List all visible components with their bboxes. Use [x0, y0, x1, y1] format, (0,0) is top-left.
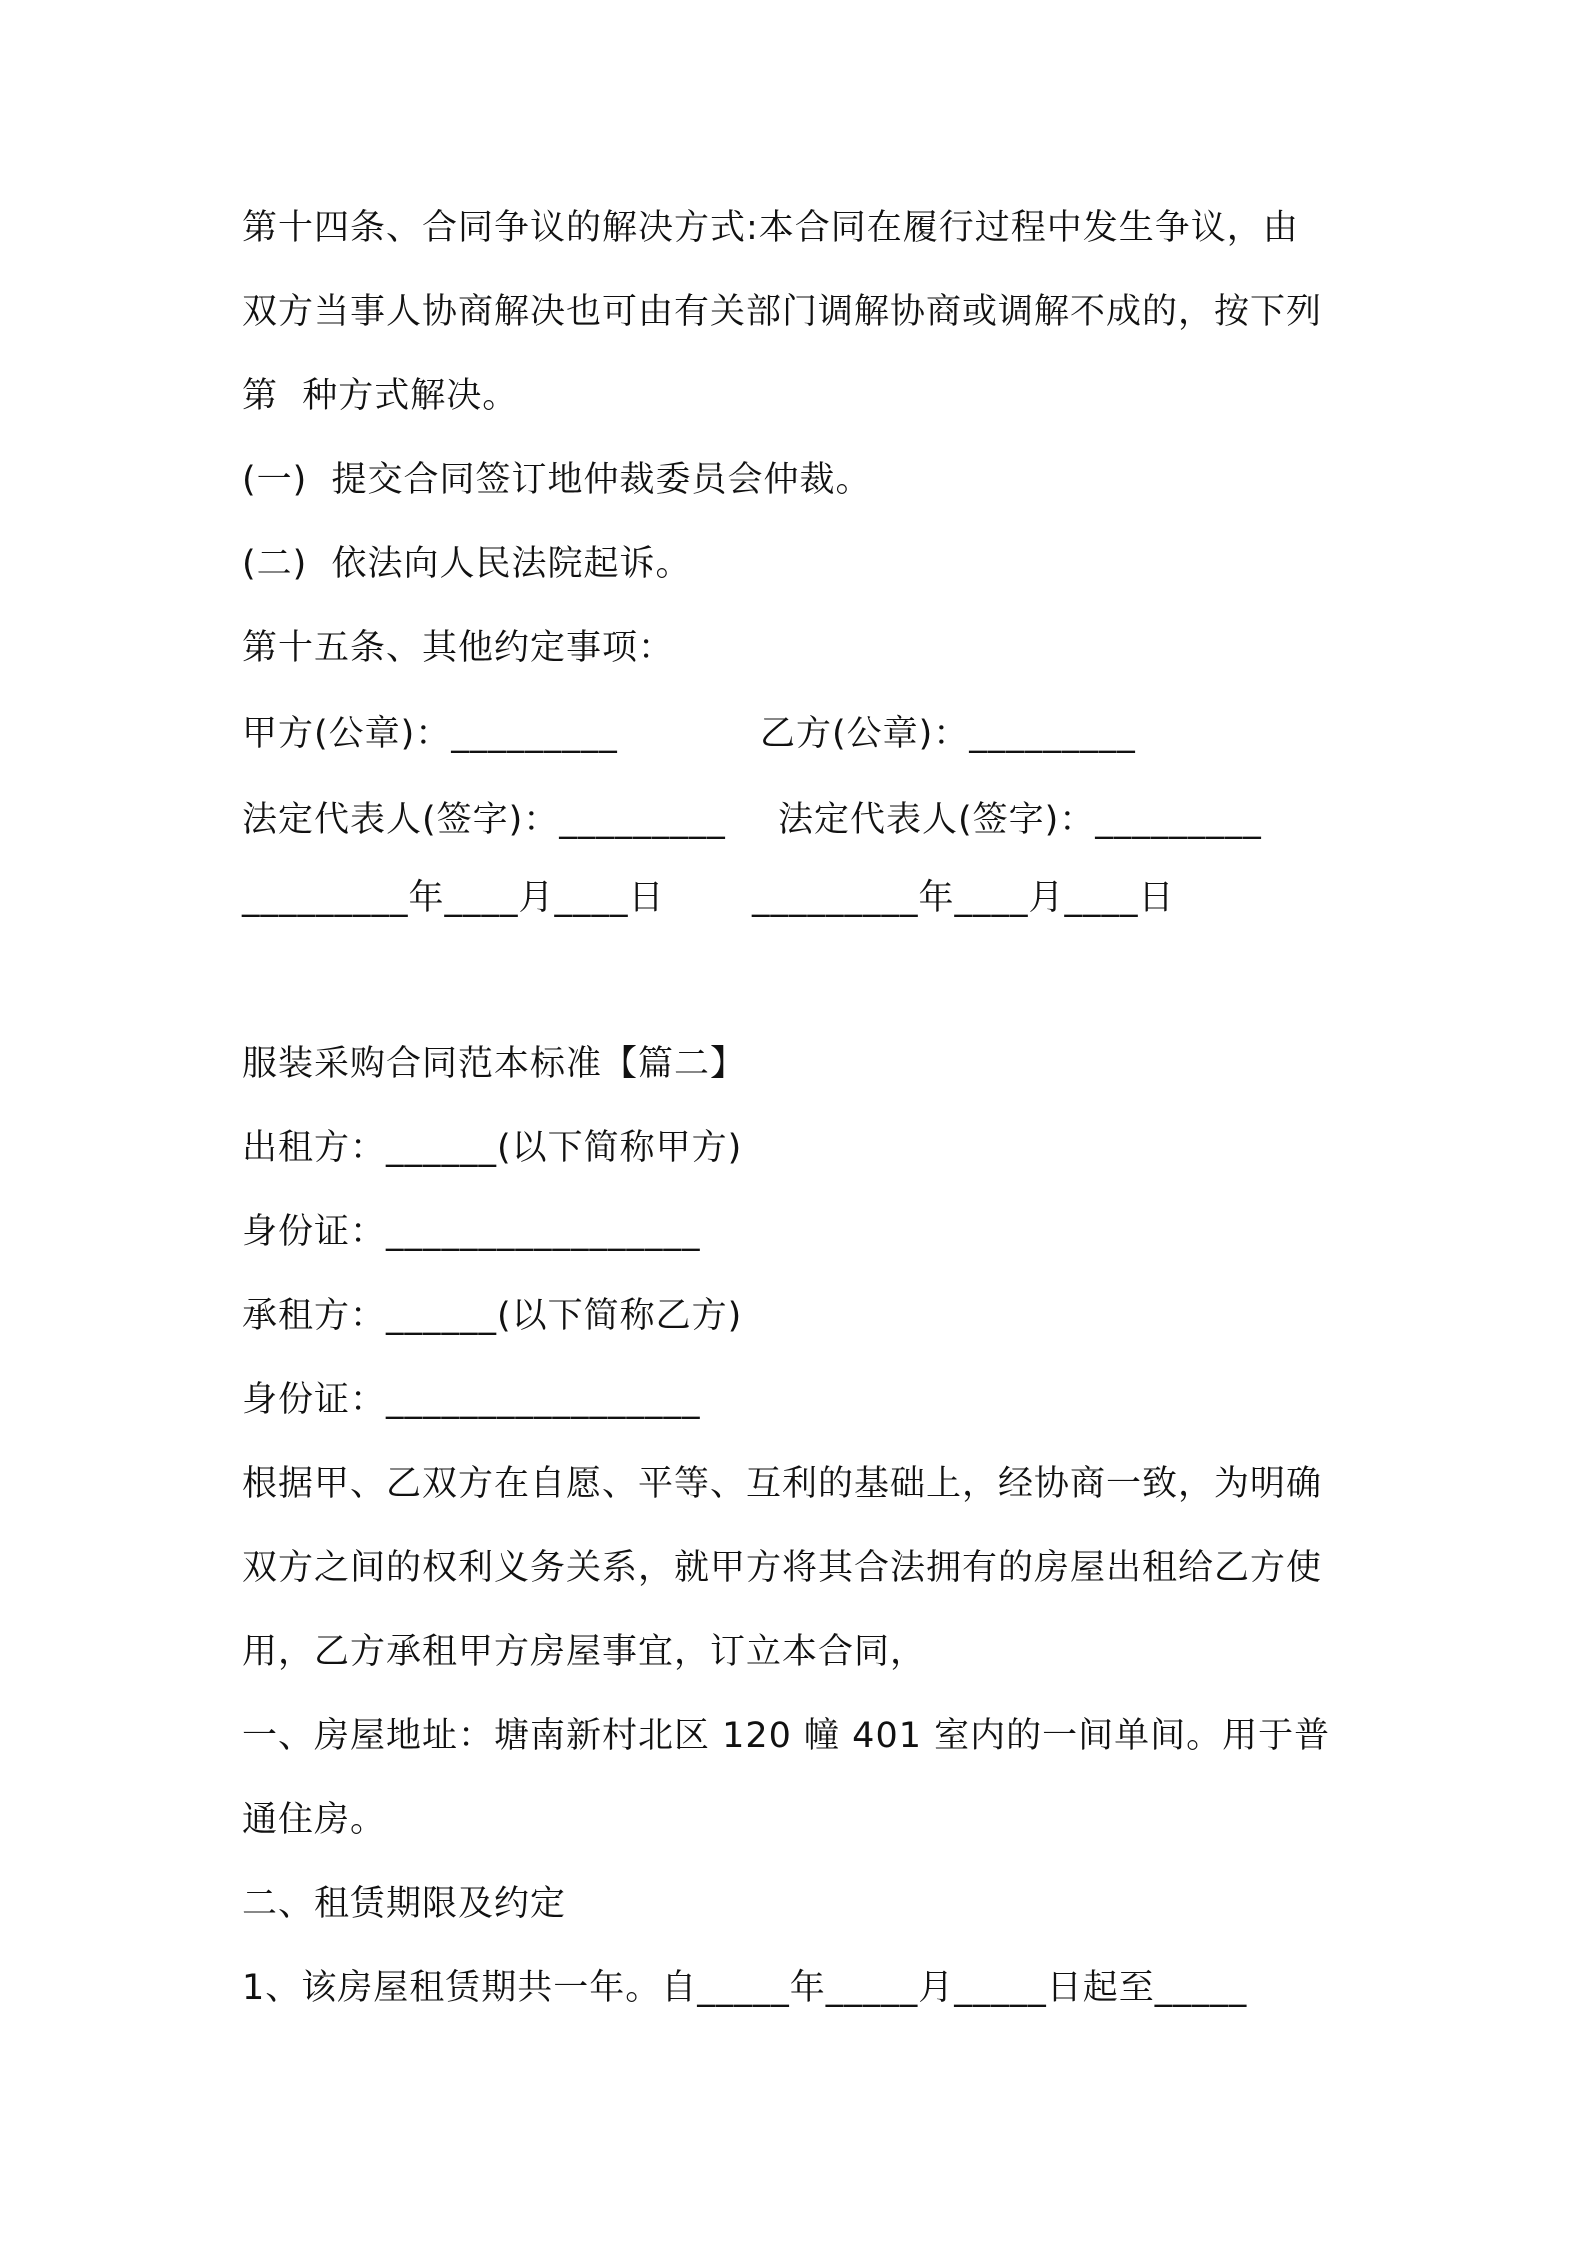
article-14-line-3: 第 种方式解决。	[242, 376, 519, 416]
legal-rep-a: 法定代表人(签字)：_________	[242, 800, 726, 840]
legal-rep-b: 法定代表人(签字)：_________	[778, 800, 1262, 840]
clause-1-line-1: 一、房屋地址：塘南新村北区 120 幢 401 室内的一间单间。用于普	[242, 1716, 1331, 1756]
party-b-seal: 乙方(公章)：_________	[760, 714, 1136, 754]
date-a: _________年____月____日	[242, 878, 665, 918]
option-2: (二) 依法向人民法院起诉。	[242, 544, 692, 584]
clause-1-line-2: 通住房。	[242, 1800, 387, 1840]
party-a-seal: 甲方(公章)：_________	[242, 714, 618, 754]
preamble-line-3: 用，乙方承租甲方房屋事宜，订立本合同，	[242, 1632, 927, 1672]
article-14-line-2: 双方当事人协商解决也可由有关部门调解协商或调解不成的，按下列	[242, 292, 1323, 332]
article-14-line-1: 第十四条、合同争议的解决方式:本合同在履行过程中发生争议，由	[242, 208, 1299, 248]
lessor-id-line: 身份证：_________________	[242, 1212, 701, 1252]
clause-2-heading: 二、租赁期限及约定	[242, 1884, 567, 1924]
date-b: _________年____月____日	[752, 878, 1175, 918]
option-1: (一) 提交合同签订地仲裁委员会仲裁。	[242, 460, 872, 500]
lessee-line: 承租方：______(以下简称乙方)	[242, 1296, 743, 1336]
lessee-id-line: 身份证：_________________	[242, 1380, 701, 1420]
article-15: 第十五条、其他约定事项：	[242, 628, 675, 668]
preamble-line-2: 双方之间的权利义务关系，就甲方将其合法拥有的房屋出租给乙方使	[242, 1548, 1323, 1588]
preamble-line-1: 根据甲、乙双方在自愿、平等、互利的基础上，经协商一致，为明确	[242, 1464, 1323, 1504]
clause-2-item-1: 1、该房屋租赁期共一年。自_____年_____月_____日起至_____	[242, 1968, 1248, 2008]
lessor-line: 出租方：______(以下简称甲方)	[242, 1128, 743, 1168]
section-title: 服装采购合同范本标准【篇二】	[242, 1044, 747, 1084]
